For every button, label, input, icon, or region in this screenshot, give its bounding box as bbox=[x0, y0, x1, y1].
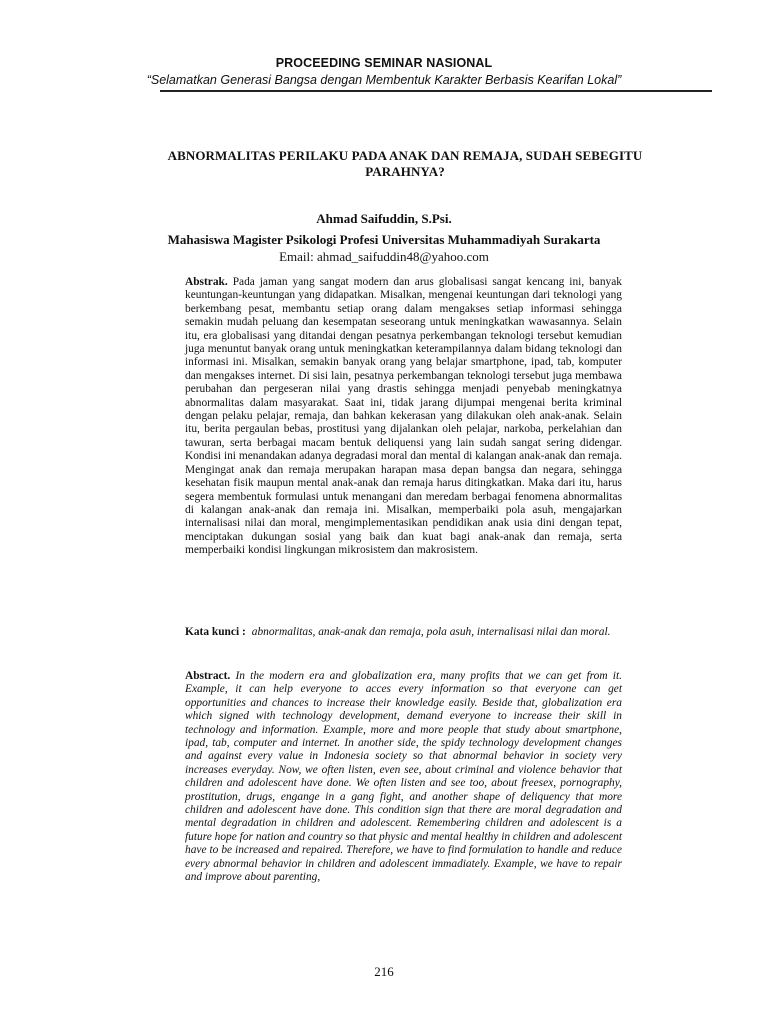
abstrak-text: Pada jaman yang sangat modern dan arus globalisasi sangat kencang ini, banyak keuntungan-keuntungan yang didapatkan. Misalkan, mengenai keuntungan dari teknologi yang berkembang pesat, membantu setiap orang dalam mengakses setiap informasi sehingga semakin mudah peluang dan kesempatan seseorang untuk meningkatkan wawasannya. Selain itu, era globalisasi yang ditandai dengan pesatnya perkembangan teknologi tersebut kemudian juga menuntut banyak orang untuk meningkatkan keterampilannya dalam bidang teknologi dan informasi ini. Misalkan, semakin banyak orang yang belajar smartphone, ipad, tab, komputer dan mengakses internet. Di sisi lain, pesatnya perkembangan teknologi tersebut juga membawa perubahan dan pergeseran nilai yang drastis sehingga menjadi penyebab meningkatnya abnormalitas dalam masyarakat. Saat ini, tidak jarang dijumpai mengenai berita kriminal dengan pelaku pelajar, remaja, dan bahkan kekerasan yang dilakukan oleh anak-anak. Selain itu, berita pergaulan bebas, prostitusi yang dijalankan oleh pelajar, narkoba, perkelahian dan tawuran, serta berbagai macam bentuk deliquensi yang lain sudah sangat sering didengar. Kondisi ini menandakan adanya degradasi moral dan mental di kalangan anak-anak dan remaja. Mengingat anak dan remaja merupakan harapan masa depan bangsa dan negara, sehingga kesehatan fisik maupun mental anak-anak dan remaja harus ditingkatkan. Maka dari itu, harus segera membentuk formulasi untuk menangani dan meredam berbagai fenomena abnormalitas di kalangan anak-anak dan remaja ini. Misalkan, memperbaiki pola asuh, mengajarkan internalisasi nilai dan moral, mengimplementasikan pendidikan anak usia dini dengan tepat, menciptakan dukungan sosial yang baik dan kuat bagi anak-anak dan remaja, serta memperbaiki kondisi lingkungan mikrosistem dan makrosistem. bbox=[185, 276, 622, 557]
conference-name: PROCEEDING SEMINAR NASIONAL bbox=[275, 56, 493, 70]
author-email: Email: ahmad_saifuddin48@yahoo.com bbox=[279, 249, 489, 264]
author-block bbox=[0, 210, 768, 265]
keywords bbox=[185, 626, 622, 639]
author-affiliation: Mahasiswa Magister Psikologi Profesi Universitas Muhammadiyah Surakarta bbox=[167, 232, 601, 247]
header-rule bbox=[160, 90, 712, 92]
keywords-text: abnormalitas, anak-anak dan remaja, pola asuh, internalisasi nilai dan moral. bbox=[251, 626, 611, 638]
abstract-text: In the modern era and globalization era, many profits that we can get from it. Example, it can help everyone to acces every information so that everyone can get opportunities and chances to increase their knowledge easily. Beside that, globalization era which signed with technology development, demand everyone to increase their skill in technology and information. Example, more and more people that study about smartphone, ipad, tab, computer and internet. In another side, the spidy technology development changes and against every value in Indonesia society so that abnormal behavior in society very increases everyday. Now, we often listen, even see, about criminal and violence behavior that children and adolescent have done. We often listen and see too, about freesex, pornography, prostitution, drugs, engange in a gang fight, and another shape of deliquency that more children and adolescent have done. This condition sign that there are moral degradation and mental degradation in children and adolescent. Remembering children and adolescent is a future hope for nation and country so that physic and mental healthy in children and adolescent have to be increased and repaired. Therefore, we have to find formulation to handle and reduce every abnormal behavior in children and adolescent immadiately. Example, we have to repair and improve about parenting, bbox=[185, 670, 622, 884]
abstract-english bbox=[185, 670, 622, 885]
keywords-label: Kata kunci : bbox=[185, 626, 246, 638]
page-number: 216 bbox=[374, 964, 394, 979]
abstrak-indonesian bbox=[185, 276, 622, 558]
paper-title: ABNORMALITAS PERILAKU PADA ANAK DAN REMAJA, SUDAH SEBEGITU PARAHNYA? bbox=[167, 148, 643, 179]
conference-theme: “Selamatkan Generasi Bangsa dengan Membentuk Karakter Berbasis Kearifan Lokal” bbox=[146, 73, 622, 87]
author-name: Ahmad Saifuddin, S.Psi. bbox=[316, 211, 452, 226]
abstract-label: Abstract. bbox=[185, 670, 231, 682]
abstrak-label: Abstrak. bbox=[185, 276, 228, 288]
running-header bbox=[0, 56, 768, 87]
